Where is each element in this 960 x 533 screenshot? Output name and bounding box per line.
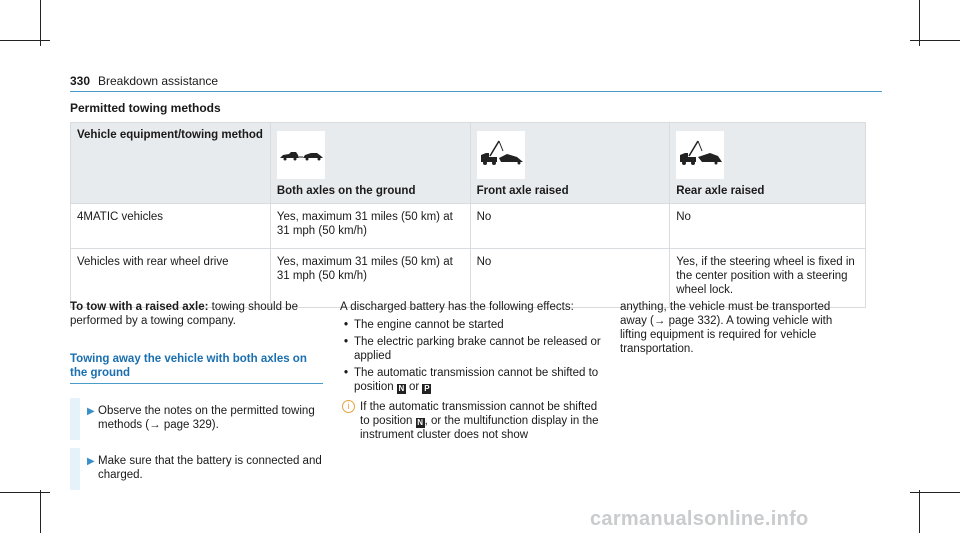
step-text: Make sure that the battery is connected and charged.: [98, 455, 322, 481]
header-rule: [70, 91, 882, 92]
table-row: [71, 249, 866, 308]
gear-p-icon: P: [424, 384, 430, 393]
towing-methods-table: [70, 122, 866, 308]
note-prefix: If the automatic transmission cannot be shifted to position: [360, 401, 598, 427]
column-2: [340, 300, 605, 442]
tow-truck-rear-raised-icon: [676, 131, 724, 179]
gear-n-icon: N: [398, 384, 405, 393]
crop-mark: [919, 490, 920, 533]
or-text: or: [405, 381, 423, 393]
subheading-block: [70, 352, 325, 384]
gear-n-icon: N: [417, 418, 424, 427]
transport-text: anything, the vehicle must be transported away (→ page 332). A towing vehicle with lifting equipment is required for vehicle transportation.: [620, 301, 833, 355]
list-item: • The engine cannot be started: [344, 319, 504, 331]
header-label: Front axle raised: [476, 185, 569, 197]
page-number: 330: [70, 74, 91, 88]
column-3: [620, 300, 860, 356]
header-front-raised: [470, 123, 670, 204]
header-rear-raised: [670, 123, 866, 204]
step-item: [70, 454, 325, 482]
table-cell: Yes, maximum 31 miles (50 km) at 31 mph (50 km/h): [270, 249, 470, 308]
table-cell: No: [470, 249, 670, 308]
header-both-axles: [270, 123, 470, 204]
raised-axle-text: towing should be performed by a towing company.: [70, 301, 298, 327]
raised-axle-lead: To tow with a raised axle:: [70, 301, 209, 313]
subheading: Towing away the vehicle with both axles on the ground: [70, 353, 307, 379]
crop-mark: [40, 490, 41, 533]
effects-list: [340, 318, 605, 394]
step-arrow-icon: ▶: [87, 456, 95, 467]
tow-truck-front-raised-icon: [477, 131, 525, 179]
column-1: [70, 300, 325, 482]
table-cell: Yes, if the steering wheel is fixed in the center position with a steering wheel lock.: [670, 249, 866, 308]
crop-mark: [0, 492, 50, 493]
header-label: Vehicle equipment/towing method: [77, 129, 263, 141]
list-item-text: The electric parking brake cannot be released or applied: [354, 336, 601, 362]
table-cell: No: [470, 204, 670, 249]
table-cell: No: [670, 204, 866, 249]
watermark: carmanualsonline.info: [590, 508, 809, 530]
raised-axle-paragraph: [70, 300, 325, 328]
step-bar: [70, 448, 80, 490]
subheading-rule: [70, 383, 323, 384]
table-cell: 4MATIC vehicles: [71, 204, 271, 249]
step-arrow-icon: ▶: [87, 406, 95, 417]
crop-mark: [910, 40, 960, 41]
info-note: [340, 400, 605, 442]
car-towed-icon: [277, 131, 325, 179]
note-suffix: , or the multifunction display in the instrument cluster does not show: [360, 415, 599, 441]
section-title: Permitted towing methods: [70, 101, 221, 115]
header-equipment: [71, 123, 271, 204]
info-icon: i: [342, 400, 355, 413]
header-label: Rear axle raised: [676, 185, 765, 197]
section-header: Breakdown assistance: [98, 74, 219, 88]
list-item-text: The automatic transmission cannot be shifted to position: [354, 367, 599, 393]
step-text: Observe the notes on the permitted towing methods (→ page 329).: [98, 405, 315, 431]
list-item: • The automatic transmission cannot be shifted to position N or P: [344, 367, 599, 393]
table-row: [71, 204, 866, 249]
list-item: • The electric parking brake cannot be released or applied: [344, 336, 601, 362]
step-item: [70, 404, 325, 432]
crop-mark: [910, 492, 960, 493]
battery-intro: A discharged battery has the following effects:: [340, 301, 574, 313]
crop-mark: [0, 40, 50, 41]
table-cell: Yes, maximum 31 miles (50 km) at 31 mph (50 km/h): [270, 204, 470, 249]
step-bar: [70, 398, 80, 440]
list-item-text: The engine cannot be started: [354, 319, 504, 331]
header-label: Both axles on the ground: [276, 185, 416, 197]
table-cell: Vehicles with rear wheel drive: [71, 249, 271, 308]
